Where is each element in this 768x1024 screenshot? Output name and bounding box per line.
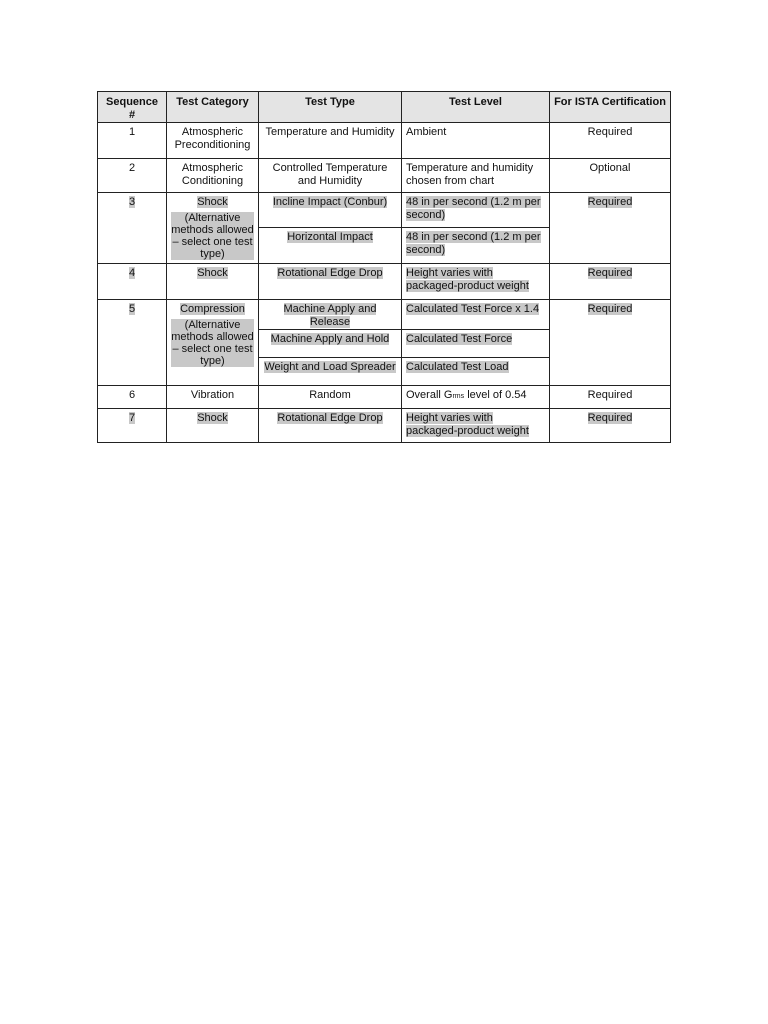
seq: 4 (128, 267, 136, 279)
seq: 3 (128, 196, 136, 208)
test-level (406, 389, 527, 401)
header-category: Test Category (167, 92, 259, 123)
test-type: Random (309, 389, 351, 401)
table-row (98, 159, 671, 193)
table-row (98, 264, 671, 300)
seq: 2 (128, 162, 136, 174)
alternative-methods-note: (Alternative methods allowed – select one test type) (171, 319, 254, 367)
test-level: Height varies with packaged-product weight (406, 412, 529, 437)
table-header-row (98, 92, 671, 123)
table-row (98, 123, 671, 159)
category: Shock (197, 267, 228, 279)
certification: Required (587, 412, 633, 424)
header-sequence: Sequence # (98, 92, 167, 123)
test-type: Controlled Temperature and Humidity (272, 162, 388, 187)
test-type: Incline Impact (Conbur) (272, 196, 388, 208)
test-type: Horizontal Impact (287, 231, 373, 243)
certification: Required (587, 267, 633, 279)
test-type: Weight and Load Spreader (264, 361, 396, 373)
test-type: Rotational Edge Drop (277, 412, 383, 424)
test-level: Calculated Test Force x 1.4 (406, 303, 540, 315)
seq: 6 (128, 389, 136, 401)
test-type: Rotational Edge Drop (277, 267, 383, 279)
category: Shock (197, 196, 228, 208)
test-level: Temperature and humidity chosen from chart (406, 162, 534, 187)
seq: 1 (128, 126, 136, 138)
test-level: Calculated Test Force (406, 333, 513, 345)
certification: Required (587, 389, 633, 401)
category: Atmospheric Preconditioning (174, 126, 251, 151)
table-row (98, 386, 671, 409)
test-type: Machine Apply and Release (283, 303, 377, 328)
ista-test-sequence-table (97, 91, 671, 443)
test-level: Height varies with packaged-product weight (406, 267, 529, 292)
header-type: Test Type (259, 92, 402, 123)
seq: 7 (128, 412, 136, 424)
test-type: Temperature and Humidity (265, 126, 395, 138)
category: Atmospheric Conditioning (181, 162, 244, 187)
certification: Required (587, 196, 633, 208)
test-level: Ambient (406, 126, 447, 138)
level-subscript: rms (452, 393, 465, 400)
test-level: Calculated Test Load (406, 361, 509, 373)
header-level: Test Level (402, 92, 550, 123)
test-type: Machine Apply and Hold (270, 333, 390, 345)
category: Shock (197, 412, 228, 424)
level-suffix: level of 0.54 (464, 389, 527, 401)
certification: Required (587, 303, 633, 315)
header-certification: For ISTA Certification (550, 92, 671, 123)
table-row (98, 409, 671, 443)
table-row (98, 300, 671, 330)
category: Vibration (190, 389, 235, 401)
seq: 5 (128, 303, 136, 315)
test-level: 48 in per second (1.2 m per second) (406, 196, 541, 221)
alternative-methods-note: (Alternative methods allowed – select one test type) (171, 212, 254, 260)
certification: Optional (589, 162, 631, 174)
table-row (98, 193, 671, 228)
category: Compression (180, 303, 245, 315)
test-level: 48 in per second (1.2 m per second) (406, 231, 541, 256)
certification: Required (587, 126, 633, 138)
level-prefix: Overall G (406, 389, 453, 401)
